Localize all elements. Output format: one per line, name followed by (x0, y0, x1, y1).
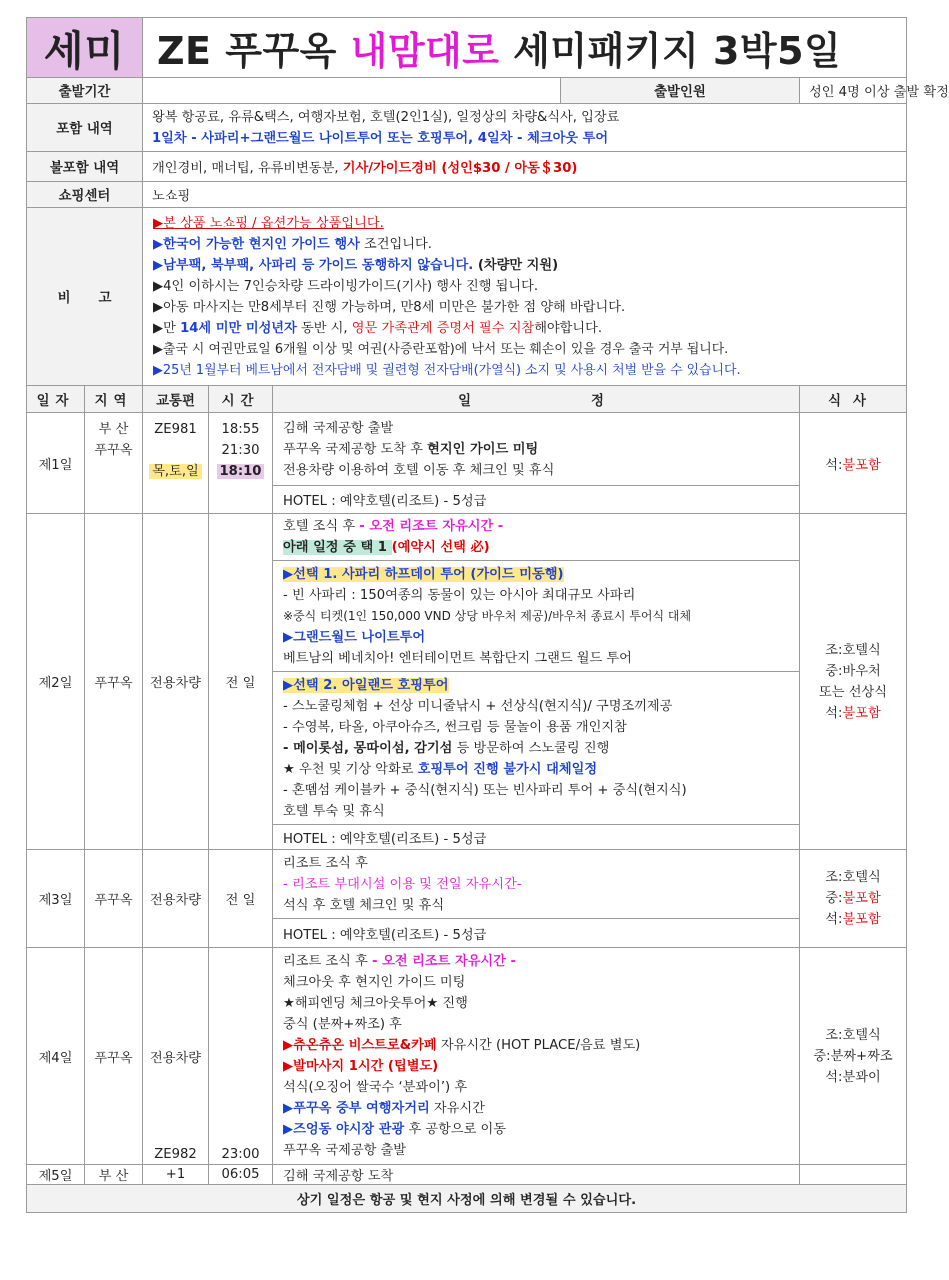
day-1-meal: 석:불포함 (800, 413, 907, 514)
day-4-transport: 전용차량 ZE982 (143, 948, 209, 1165)
itinerary-document (26, 17, 949, 1213)
header-meal: 식사 (800, 386, 907, 413)
title-post: 세미패키지 3박5일 (499, 29, 842, 73)
include-row (27, 104, 907, 152)
day-2-option-1: ▶선택 1. 사파리 하프데이 투어 (가이드 미동행) - 빈 사파리 : 150여종의 동물이 있는 아시아 최대규모 사파리 ※중식 티켓(1인 150,000 VND 상당 바우처 제공)/바우처 종료시 투어식 대체 ▶그랜드월드 나이트투어 베트남의 베네치아! 엔터테이먼트 복합단지 그랜드 월드 투어 (273, 561, 800, 672)
footer-note: 상기 일정은 항공 및 현지 사정에 의해 변경될 수 있습니다. (27, 1185, 907, 1213)
note-4: ▶4인 이하시는 7인승차량 드라이빙가이드(기사) 행사 진행 됩니다. (153, 278, 539, 294)
period-row (27, 78, 907, 104)
notes-row (27, 208, 907, 386)
day-5-region: 부 산 (85, 1165, 143, 1185)
day-2-row (27, 514, 907, 561)
note-7: ▶출국 시 여권만료일 6개월 이상 및 여권(사증란포함)에 낙서 또는 훼손이 있을 경우 출국 거부 됩니다. (153, 341, 729, 357)
day-5-meal (800, 1165, 907, 1185)
header-transport: 교통편 (143, 386, 209, 413)
day-3-time: 전 일 (209, 850, 273, 948)
header-plan: 일정 (273, 386, 800, 413)
people-value (800, 78, 949, 104)
day-4-time: 23:00 (209, 948, 273, 1165)
day-4-meal: 조:호텔식 중:분짜+짜조 석:분꽈이 (800, 948, 907, 1165)
day-2-time: 전 일 (209, 514, 273, 850)
note-6: ▶만 14세 미만 미성년자 동반 시, 영문 가족관계 증명서 필수 지참해야합니다. (153, 320, 603, 336)
day-1-label: 제1일 (27, 413, 85, 514)
include-line-2: 1일차 - 사파리+그랜드월드 나이트투어 또는 호핑투어, 4일차 - 체크아웃 투어 (152, 130, 609, 146)
include-label: 포함 내역 (27, 104, 143, 152)
day-2-hotel: HOTEL : 예약호텔(리조트) - 5성급 (273, 825, 800, 850)
shopping-value: 노쇼핑 (143, 182, 907, 208)
note-1: ▶본 상품 노쇼핑 / 옵션가능 상품입니다. (153, 215, 384, 231)
exclude-plain: 개인경비, 매너팁, 유류비변동분, (152, 161, 343, 176)
title-highlight: 내맘대로 (350, 29, 500, 73)
title-row (27, 18, 907, 78)
day-1-hotel: HOTEL : 예약호텔(리조트) - 5성급 (273, 486, 800, 514)
notes-label: 비 고 (27, 208, 143, 386)
day-3-transport: 전용차량 (143, 850, 209, 948)
day-5-transport: +1 (143, 1165, 209, 1185)
day-2-transport: 전용차량 (143, 514, 209, 850)
footer-row (27, 1185, 907, 1213)
header-region: 지역 (85, 386, 143, 413)
day-2-meal: 조:호텔식 중:바우처 또는 선상식 석:불포함 (800, 514, 907, 850)
day-1-region: 부 산 푸꾸옥 (85, 413, 143, 514)
exclude-row (27, 152, 907, 182)
shopping-row (27, 182, 907, 208)
day-5-time: 06:05 (209, 1165, 273, 1185)
include-value (143, 104, 907, 152)
day-3-label: 제3일 (27, 850, 85, 948)
notes-content (143, 208, 907, 386)
day-1-time: 18:55 21:30 18:10 (209, 413, 273, 514)
header-day: 일자 (27, 386, 85, 413)
day-3-hotel: HOTEL : 예약호텔(리조트) - 5성급 (273, 919, 800, 948)
day-4-region: 푸꾸옥 (85, 948, 143, 1165)
day-4-label: 제4일 (27, 948, 85, 1165)
note-3: ▶남부팩, 북부팩, 사파리 등 가이드 동행하지 않습니다. (차량만 지원) (153, 257, 559, 273)
title-pre: ZE 푸꾸옥 (157, 29, 351, 73)
shopping-label: 쇼핑센터 (27, 182, 143, 208)
day-4-flight: ZE982 (154, 1147, 197, 1162)
day-4-row (27, 948, 907, 1165)
day-1-weekdays: 목,토,일 (149, 464, 202, 479)
day-5-plan: 김해 국제공항 도착 (273, 1165, 800, 1185)
day-2-region: 푸꾸옥 (85, 514, 143, 850)
exclude-label: 불포함 내역 (27, 152, 143, 182)
people-value-text: 성인 4명 이상 출발 확정 (809, 85, 949, 100)
people-label: 출발인원 (561, 78, 800, 104)
day-2-intro: 호텔 조식 후 - 오전 리조트 자유시간 - 아래 일정 중 택 1 (예약시 선택 必) (273, 514, 800, 561)
note-8: ▶25년 1월부터 베트남에서 전자담배 및 궐련형 전자담배(가열식) 소지 및 사용시 처벌 받을 수 있습니다. (153, 362, 741, 378)
option-2-title: ▶선택 2. 아일랜드 호핑투어 (283, 677, 449, 693)
day-1-row (27, 413, 907, 486)
day-1-plan: 김해 국제공항 출발 푸꾸옥 국제공항 도착 후 현지인 가이드 미팅 전용차량 이용하여 호텔 이동 후 체크인 및 휴식 (273, 413, 800, 486)
itinerary-table (26, 17, 949, 386)
day-5-row (27, 1165, 907, 1185)
semi-badge: 세미 (27, 18, 143, 78)
period-value (143, 78, 561, 104)
day-5-label: 제5일 (27, 1165, 85, 1185)
day-1-transport: ZE981 목,토,일 (143, 413, 209, 514)
day-3-plan: 리조트 조식 후 - 리조트 부대시설 이용 및 전일 자유시간- 석식 후 호텔 체크인 및 휴식 (273, 850, 800, 919)
schedule-table (26, 386, 907, 1213)
day-3-meal: 조:호텔식 중:불포함 석:불포함 (800, 850, 907, 948)
day-2-label: 제2일 (27, 514, 85, 850)
note-5: ▶아동 마사지는 만8세부터 진행 가능하며, 만8세 미만은 불가한 점 양해 바랍니다. (153, 299, 626, 315)
option-1-title: ▶선택 1. 사파리 하프데이 투어 (가이드 미동행) (283, 566, 564, 582)
exclude-value (143, 152, 907, 182)
note-2: ▶한국어 가능한 현지인 가이드 행사 조건입니다. (153, 236, 432, 252)
day-3-region: 푸꾸옥 (85, 850, 143, 948)
page-title (143, 18, 907, 78)
include-line-1: 왕복 항공료, 유류&택스, 여행자보험, 호텔(2인1실), 일정상의 차량&식사, 입장료 (152, 109, 620, 125)
period-label: 출발기간 (27, 78, 143, 104)
exclude-guide-fee: 기사/가이드경비 (성인$30 / 아동＄30) (342, 161, 578, 176)
day-4-plan: 리조트 조식 후 - 오전 리조트 자유시간 - 체크아웃 후 현지인 가이드 미팅 ★해피엔딩 체크아웃투어★ 진행 중식 (분짜+짜조) 후 ▶츄온츄온 비스트로&카페 자유시간 (HOT PLACE/음료 별도) ▶발마사지 1시간 (팁별도) 석식(오징어 쌀국수 ‘분꽈이’) 후 ▶푸꾸옥 중부 여행자거리 자유시간 ▶즈엉동 야시장 관광 후 공항으로 이동 푸꾸옥 국제공항 출발 (273, 948, 800, 1165)
day-2-option-2: ▶선택 2. 아일랜드 호핑투어 - 스노쿨링체험 + 선상 미니줄낚시 + 선상식(현지식)/ 구명조끼제공 - 수영복, 타올, 아쿠아슈즈, 썬크림 등 물놀이 용품 개인지참 - 메이롯섬, 몽따이섬, 감기섬 등 방문하여 스노쿨링 진행 ★ 우천 및 기상 악화로 호핑투어 진행 불가시 대체일정 - 혼똄섬 케이블카 + 중식(현지식) 또는 빈사파리 투어 + 중식(현지식) 호텔 투숙 및 휴식 (273, 672, 800, 825)
day-3-row (27, 850, 907, 919)
schedule-header (27, 386, 907, 413)
header-time: 시간 (209, 386, 273, 413)
